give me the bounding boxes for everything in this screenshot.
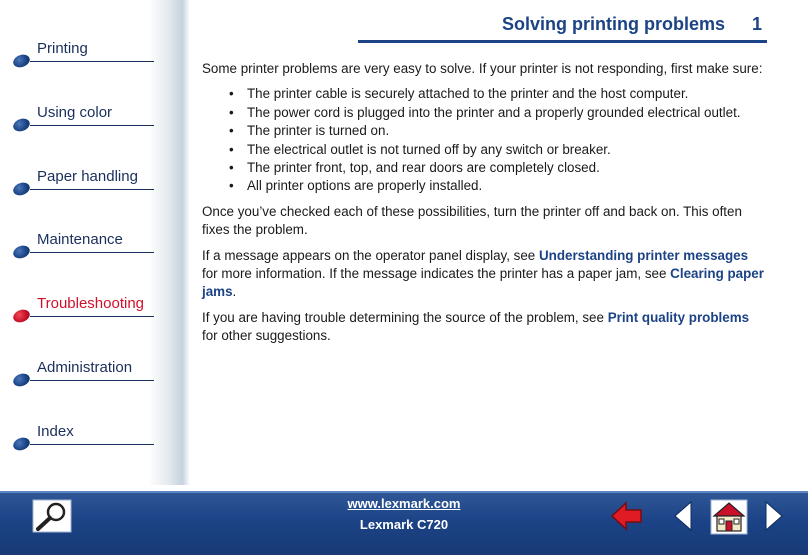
- restart-paragraph: Once you’ve checked each of these possibilities, turn the printer off and back on. This often fixes the problem.: [202, 203, 742, 238]
- sidebar-item-label: Administration: [37, 359, 133, 376]
- home-button[interactable]: [710, 499, 748, 535]
- next-page-icon: [764, 501, 784, 531]
- previous-page-button[interactable]: [673, 501, 693, 531]
- paragraph-text: for more information. If the message indicates the printer has a paper jam, see: [202, 266, 671, 282]
- sidebar-item-index[interactable]: [0, 421, 160, 457]
- list-item: • The electrical outlet is not turned off by any switch or breaker.: [247, 141, 767, 159]
- product-model: Lexmark C720: [359, 517, 449, 532]
- sidebar-item-label: Maintenance: [37, 231, 123, 248]
- list-item: • All printer options are properly installed.: [247, 177, 767, 195]
- main-content: [202, 60, 767, 353]
- next-page-button[interactable]: [764, 501, 784, 531]
- bullet-icon: [11, 371, 31, 388]
- sidebar-item-administration[interactable]: [0, 357, 160, 393]
- link-clearing-paper-jams[interactable]: Clearing paper jams: [202, 266, 764, 300]
- sidebar-divider: [30, 444, 154, 445]
- paragraph-text: .: [232, 284, 237, 300]
- bullet-icon: [11, 435, 31, 452]
- list-item: • The power cord is plugged into the printer and a properly grounded electrical outlet.: [247, 104, 767, 122]
- footer-bar: [0, 491, 808, 555]
- sidebar-item-label: Paper handling: [37, 168, 138, 185]
- sidebar-item-label: Printing: [37, 40, 88, 57]
- paragraph-text: for other suggestions.: [202, 328, 331, 344]
- sidebar-item-using-color[interactable]: [0, 102, 160, 138]
- back-arrow-icon: [611, 501, 643, 531]
- quality-paragraph: [202, 309, 767, 346]
- paragraph-text: If a message appears on the operator panel display, see: [202, 247, 539, 263]
- intro-paragraph: Some printer problems are very easy to solve. If your printer is not responding, first make sure:: [202, 61, 763, 76]
- bullet-icon: [11, 180, 31, 197]
- link-print-quality-problems[interactable]: Print quality problems: [607, 309, 750, 325]
- sidebar-divider: [30, 125, 154, 126]
- page-number: 1: [752, 14, 763, 34]
- bullet-icon: [11, 243, 31, 260]
- sidebar-divider: [30, 189, 154, 190]
- sidebar-item-label: Using color: [37, 104, 113, 121]
- bullet-icon: [11, 52, 31, 69]
- sidebar-item-troubleshooting[interactable]: [0, 293, 160, 329]
- page-title: Solving printing problems: [502, 14, 726, 34]
- sidebar-item-paper-handling[interactable]: [0, 166, 160, 202]
- sidebar-item-printing[interactable]: [0, 38, 160, 74]
- sidebar-navigation: [0, 0, 190, 485]
- sidebar-divider: [30, 252, 154, 253]
- header-divider: [358, 40, 767, 43]
- bullet-icon: [11, 116, 31, 133]
- list-item: • The printer is turned on.: [247, 122, 767, 140]
- link-understanding-printer-messages[interactable]: Understanding printer messages: [538, 247, 749, 263]
- checklist: [202, 85, 767, 195]
- previous-page-icon: [673, 501, 693, 531]
- sidebar-divider: [30, 380, 154, 381]
- lexmark-website-link[interactable]: www.lexmark.com: [347, 496, 461, 511]
- sidebar-divider: [30, 316, 154, 317]
- sidebar-item-label: Troubleshooting: [37, 295, 145, 312]
- sidebar-item-label: Index: [37, 423, 74, 440]
- back-button[interactable]: [611, 501, 643, 531]
- sidebar-item-maintenance[interactable]: [0, 229, 160, 265]
- list-item: • The printer front, top, and rear doors are completely closed.: [247, 159, 767, 177]
- bullet-icon: [11, 307, 31, 324]
- list-item: • The printer cable is securely attached to the printer and the host computer.: [247, 85, 767, 103]
- message-paragraph: [202, 247, 767, 302]
- sidebar-divider: [30, 61, 154, 62]
- home-icon: [710, 499, 748, 535]
- paragraph-text: If you are having trouble determining the source of the problem, see: [202, 309, 608, 325]
